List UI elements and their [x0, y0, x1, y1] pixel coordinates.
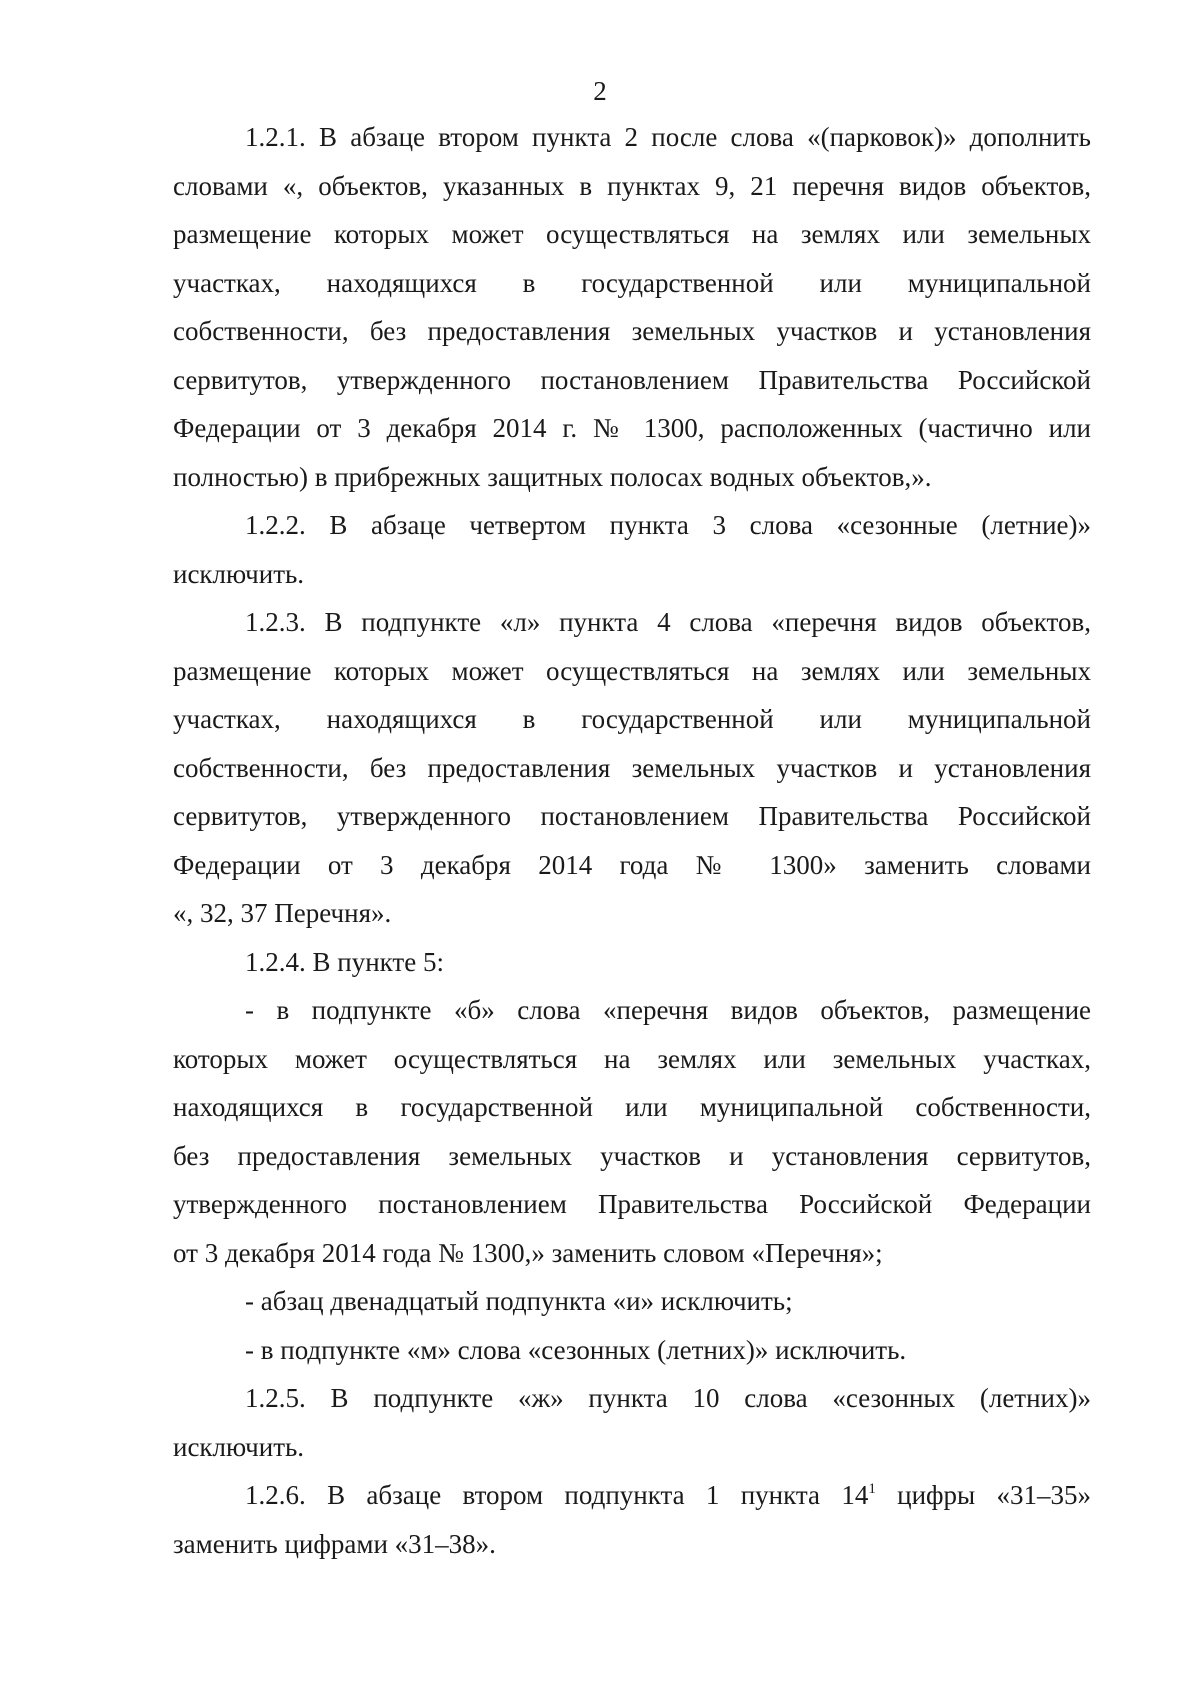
text-line: которых может осуществляться на землях или земельных участках,: [173, 1043, 1091, 1074]
text-line: полностью) в прибрежных защитных полосах водных объектов,».: [173, 461, 932, 492]
text-line: 1.2.4. В пункте 5:: [245, 946, 444, 977]
text-line: 1.2.1. В абзаце втором пункта 2 после слова «(парковок)» дополнить: [245, 122, 1091, 152]
text-line: сервитутов, утвержденного постановлением Правительства Российской: [173, 364, 1091, 395]
text-line: от 3 декабря 2014 года № 1300,» заменить словом «Перечня»;: [173, 1237, 883, 1268]
text-line: исключить.: [173, 558, 305, 589]
text-line: размещение которых может осуществляться на землях или земельных: [173, 655, 1091, 686]
text-line: - абзац двенадцатый подпункта «и» исключить;: [245, 1286, 793, 1316]
text-line: размещение которых может осуществляться на землях или земельных: [173, 219, 1091, 249]
text-line: собственности, без предоставления земельных участков и установления: [173, 316, 1091, 346]
text-line: - в подпункте «м» слова «сезонных (летних)» исключить.: [245, 1334, 907, 1365]
text-line: без предоставления земельных участков и установления сервитутов,: [173, 1140, 1091, 1171]
text-line: заменить цифрами «31–38».: [173, 1528, 496, 1559]
text-line: Федерации от 3 декабря 2014 г. № 1300, расположенных (частично или: [173, 413, 1091, 443]
text-line: Федерации от 3 декабря 2014 года № 1300» заменить словами: [173, 849, 1091, 880]
text-segment: цифры «31–35»: [875, 1480, 1091, 1510]
paragraph-1-2-4-m: [173, 1326, 1091, 1375]
text-line: находящихся в государственной или муниципальной собственности,: [173, 1092, 1091, 1122]
text-line: участках, находящихся в государственной или муниципальной: [173, 704, 1091, 734]
text-line: - в подпункте «б» слова «перечня видов объектов, размещение: [245, 995, 1091, 1025]
text-line: исключить.: [173, 1431, 305, 1462]
text-segment: 1.2.6. В абзаце втором подпункта 1 пункта 14: [245, 1480, 869, 1510]
document-body: [173, 113, 1091, 1568]
text-line: «, 32, 37 Перечня».: [173, 898, 392, 928]
paragraph-1-2-2: [173, 501, 1091, 598]
page-number: 2: [593, 76, 607, 106]
text-line: 1.2.2. В абзаце четвертом пункта 3 слова «сезонные (летние)»: [245, 510, 1091, 540]
paragraph-1-2-5: [173, 1374, 1091, 1471]
paragraph-1-2-1: [173, 113, 1091, 501]
text-line: сервитутов, утвержденного постановлением Правительства Российской: [173, 801, 1091, 831]
text-line: утвержденного постановлением Правительства Российской Федерации: [173, 1189, 1091, 1219]
text-line: [173, 1471, 1091, 1520]
text-line: 1.2.3. В подпункте «л» пункта 4 слова «перечня видов объектов,: [245, 607, 1091, 637]
paragraph-1-2-4: [173, 938, 1091, 987]
paragraph-1-2-3: [173, 598, 1091, 938]
paragraph-1-2-6: [173, 1471, 1091, 1568]
paragraph-1-2-4-i: [173, 1277, 1091, 1326]
paragraph-1-2-4-b: [173, 986, 1091, 1277]
text-line: участках, находящихся в государственной или муниципальной: [173, 267, 1091, 298]
text-line: 1.2.5. В подпункте «ж» пункта 10 слова «сезонных (летних)»: [245, 1383, 1091, 1413]
superscript-number: 1: [868, 1481, 876, 1497]
text-line: собственности, без предоставления земельных участков и установления: [173, 752, 1091, 783]
text-line: словами «, объектов, указанных в пунктах 9, 21 перечня видов объектов,: [173, 170, 1091, 201]
